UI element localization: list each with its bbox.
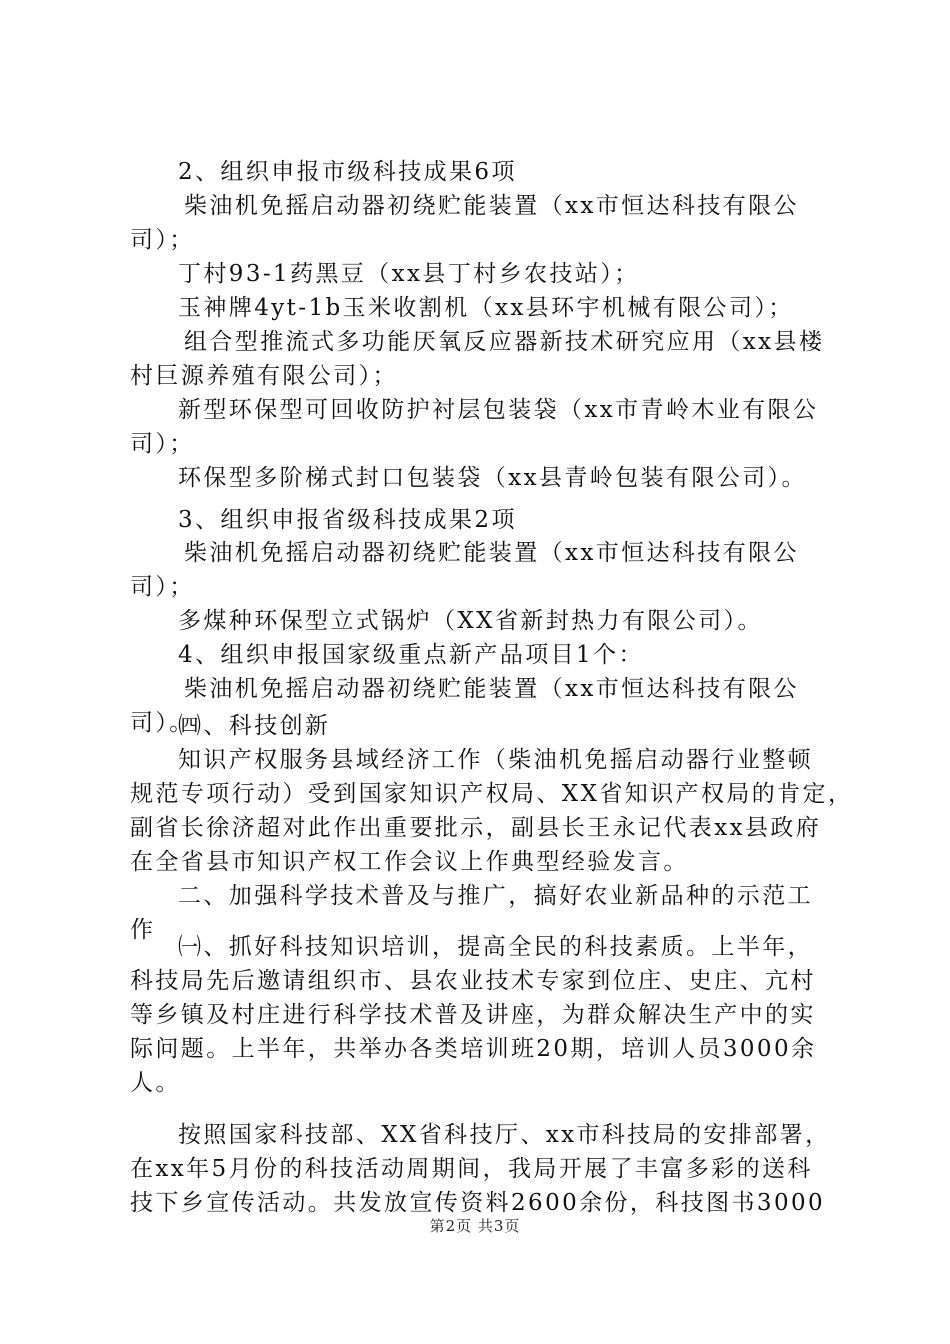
paragraph-line: 科技局先后邀请组织市、县农业技术专家到位庄、史庄、亢村 [130, 968, 816, 994]
paragraph-line: 环保型多阶梯式封口包装袋（xx县青岭包装有限公司）。 [178, 465, 807, 491]
paragraph-line: 作 [130, 917, 156, 943]
paragraph-line: 规范专项行动）受到国家知识产权局、XX省知识产权局的肯定， [130, 781, 854, 807]
paragraph-line: 副省长徐济超对此作出重要批示，副县长王永记代表xx县政府 [130, 815, 822, 841]
paragraph-line: 司）； [130, 431, 195, 457]
paragraph-line: 玉神牌4yt-1b玉米收割机（xx县环宇机械有限公司）； [178, 295, 794, 321]
section-heading-national-products: 4、组织申报国家级重点新产品项目1个： [178, 642, 644, 668]
paragraph-line: ㈠、抓好科技知识培训，提高全民的科技素质。上半年， [178, 934, 813, 960]
paragraph-line: 技下乡宣传活动。共发放宣传资料2600余份，科技图书3000 [130, 1190, 826, 1216]
paragraph-line: 在全省县市知识产权工作会议上作典型经验发言。 [130, 849, 689, 875]
paragraph-line: 知识产权服务县域经济工作（柴油机免摇启动器行业整顿 [178, 747, 813, 773]
section-heading-province-achievements: 3、组织申报省级科技成果2项 [178, 507, 517, 533]
paragraph-line: 际问题。上半年，共举办各类培训班20期，培训人员3000余 [130, 1036, 817, 1062]
paragraph-line: 多煤种环保型立式锅炉（XX省新封热力有限公司）。 [178, 608, 763, 634]
paragraph-line: 司）。 [130, 710, 195, 736]
section-heading-popularization: 二、加强科学技术普及与推广，搞好农业新品种的示范工 [178, 883, 813, 909]
paragraph-line: 按照国家科技部、XX省科技厅、xx市科技局的安排部署， [178, 1122, 831, 1148]
paragraph-line: 柴油机免摇启动器初绕贮能装置（xx市恒达科技有限公 [184, 540, 799, 566]
paragraph-line: 等乡镇及村庄进行科学技术普及讲座，为群众解决生产中的实 [130, 1002, 816, 1028]
paragraph-line: 丁村93-1药黑豆（xx县丁村乡农技站）； [178, 261, 640, 287]
paragraph-line: 新型环保型可回收防护衬层包装袋（xx市青岭木业有限公 [178, 397, 819, 423]
paragraph-line: 人。 [130, 1070, 181, 1096]
paragraph-line: 柴油机免摇启动器初绕贮能装置（xx市恒达科技有限公 [184, 193, 799, 219]
paragraph-line: 村巨源养殖有限公司）； [130, 363, 398, 389]
paragraph-line: 柴油机免摇启动器初绕贮能装置（xx市恒达科技有限公 [184, 676, 799, 702]
section-heading-city-achievements: 2、组织申报市级科技成果6项 [178, 159, 517, 185]
section-heading-innovation: ㈣、科技创新 [178, 713, 331, 739]
paragraph-line: 司）； [130, 227, 195, 253]
paragraph-line: 组合型推流式多功能厌氧反应器新技术研究应用（xx县楼 [184, 329, 825, 355]
paragraph-line: 在xx年5月份的科技活动周期间，我局开展了丰富多彩的送科 [130, 1156, 813, 1182]
page-footer: 第2页 共3页 [429, 1217, 521, 1235]
paragraph-line: 司）； [130, 574, 195, 600]
